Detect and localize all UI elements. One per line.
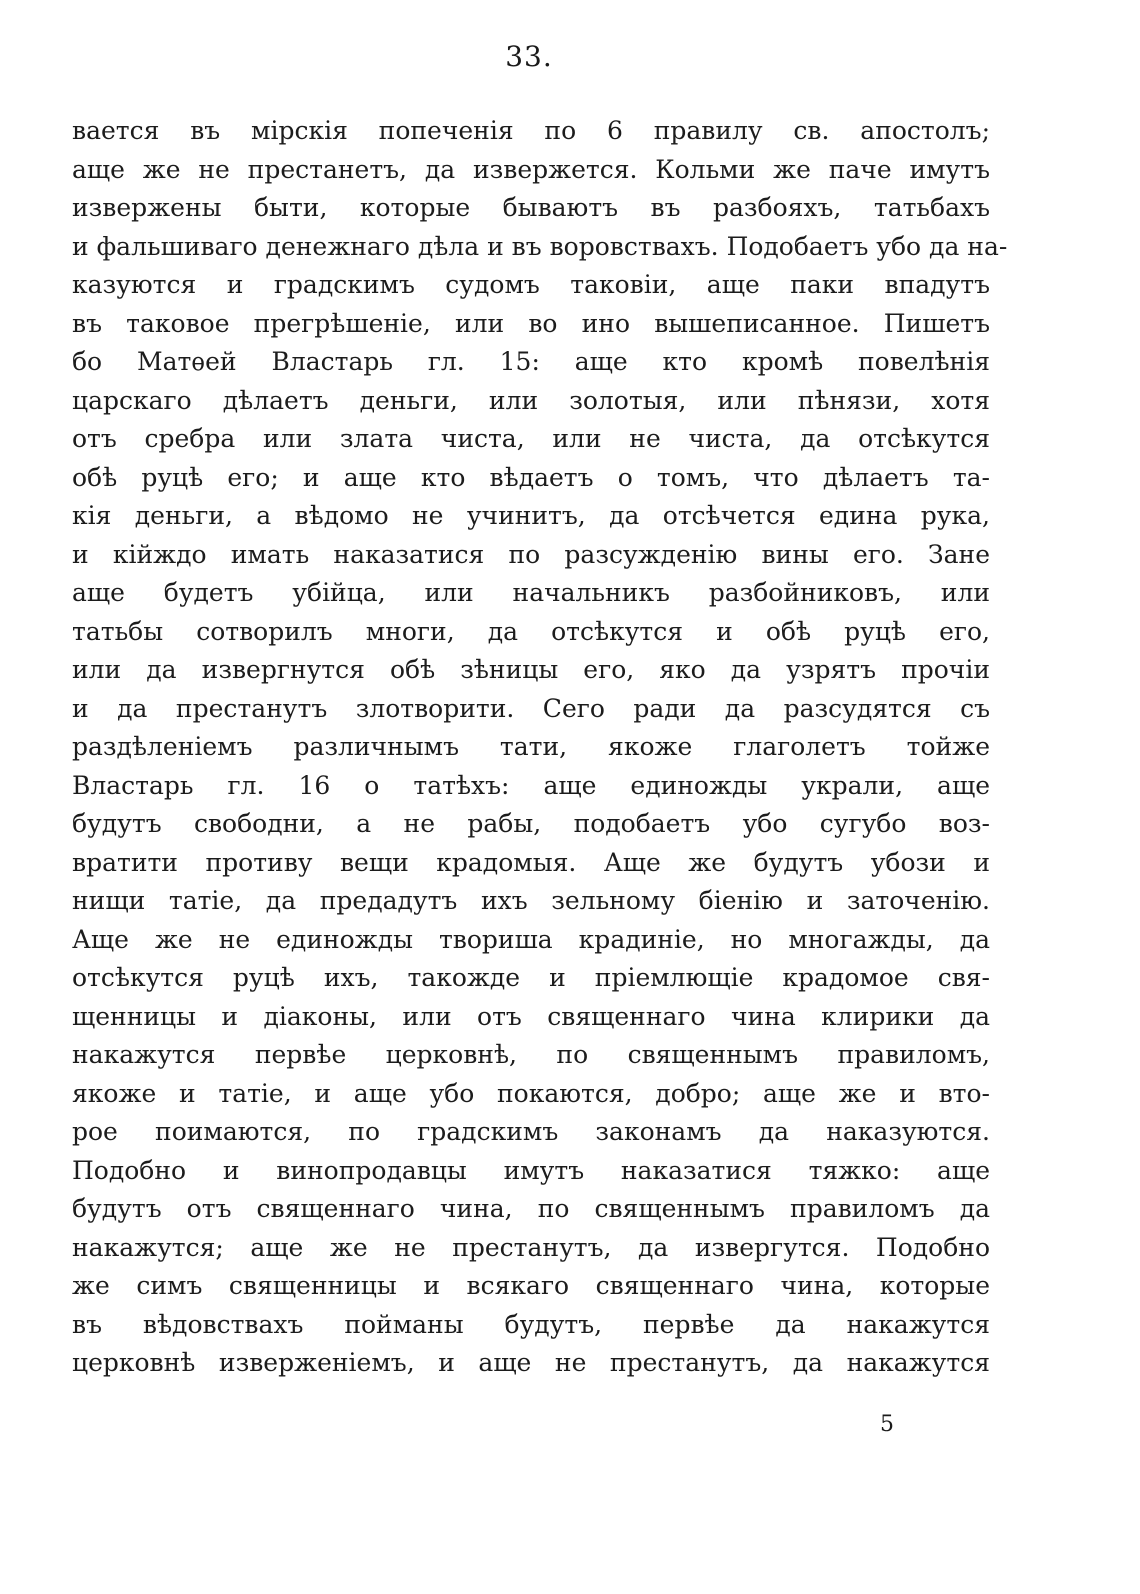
signature-mark: 5: [880, 1412, 894, 1437]
text-line: будутъ отъ священнаго чина, по священнымъ правиломъ да: [72, 1194, 990, 1223]
text-line: и да престанутъ злотворити. Сего ради да разсудятся съ: [72, 693, 990, 723]
text-line: въ таковое прегрѣшеніе, или во ино вышеписанное. Пишетъ: [72, 308, 990, 338]
text-line: нищи татіе, да предадутъ ихъ зельному біенію и заточенію.: [72, 886, 990, 915]
text-line: отсѣкутся руцѣ ихъ, такожде и пріемлющіе крадомое свя-: [72, 963, 990, 992]
text-line: обѣ руцѣ его; и аще кто вѣдаетъ о томъ, что дѣлаетъ та-: [72, 462, 990, 492]
text-line: бо Матѳей Властарь гл. 15: аще кто кромѣ повелѣнія: [72, 347, 990, 376]
text-line: Властарь гл. 16 о татѣхъ: аще единожды украли, аще: [72, 770, 990, 800]
page-number: 33.: [505, 40, 553, 73]
text-line: накажутся; аще же не престанутъ, да извергутся. Подобно: [72, 1232, 990, 1262]
text-line: церковнѣ изверженіемъ, и аще не престанутъ, да накажутся: [72, 1348, 990, 1377]
text-line: и кійждо имать наказатися по разсужденію вины его. Зане: [72, 539, 990, 569]
text-line: извержены быти, которые бываютъ въ разбояхъ, татьбахъ: [72, 193, 990, 222]
text-line: будутъ свободни, а не рабы, подобаетъ убо сугубо воз-: [72, 809, 990, 838]
text-line: и фальшиваго денежнаго дѣла и въ воровствахъ. Подобаетъ убо да на-: [72, 231, 1008, 261]
text-line: раздѣленіемъ различнымъ тати, якоже глаголетъ тойже: [72, 732, 990, 761]
text-line: аще же не престанетъ, да извержется. Кольми же паче имутъ: [72, 154, 990, 184]
text-line: въ вѣдовствахъ пойманы будутъ, первѣе да накажутся: [72, 1309, 990, 1339]
body-text: [72, 112, 1008, 1383]
text-line: аще будетъ убійца, или начальникъ разбойниковъ, или: [72, 578, 990, 607]
text-line: или да извергнутся обѣ зѣницы его, яко да узрятъ прочіи: [72, 655, 990, 684]
text-line: царскаго дѣлаетъ деньги, или золотыя, или пѣнязи, хотя: [72, 385, 990, 415]
text-line: казуются и градскимъ судомъ таковіи, аще паки впадутъ: [72, 270, 990, 299]
text-line: щенницы и діаконы, или отъ священнаго чина клирики да: [72, 1001, 990, 1031]
text-line: якоже и татіе, и аще убо покаются, добро; аще же и вто-: [72, 1078, 990, 1108]
text-line: вается въ мірскія попеченія по 6 правилу св. апостолъ;: [72, 116, 990, 145]
text-line: Подобно и винопродавцы имутъ наказатися тяжко: аще: [72, 1155, 990, 1185]
text-line: рое поимаются, по градскимъ законамъ да наказуются.: [72, 1117, 990, 1146]
text-line: татьбы сотворилъ многи, да отсѣкутся и обѣ руцѣ его,: [72, 616, 990, 646]
text-line: вратити противу вещи крадомыя. Аще же будутъ убози и: [72, 847, 990, 877]
text-line: накажутся первѣе церковнѣ, по священнымъ правиломъ,: [72, 1040, 990, 1069]
text-line: отъ сребра или злата чиста, или не чиста, да отсѣкутся: [72, 424, 990, 453]
text-line: же симъ священницы и всякаго священнаго чина, которые: [72, 1271, 990, 1300]
text-line: Аще же не единожды твориша крадиніе, но многажды, да: [72, 924, 990, 954]
text-line: кія деньги, а вѣдомо не учинитъ, да отсѣчется едина рука,: [72, 501, 990, 530]
